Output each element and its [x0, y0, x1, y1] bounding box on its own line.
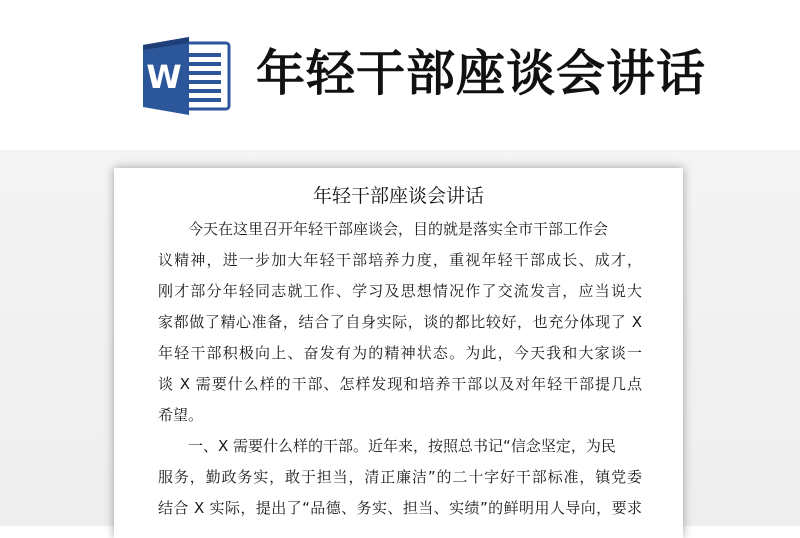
paragraph-line: 年轻干部积极向上、奋发有为的精神状态。为此，今天我和大家谈一	[158, 344, 642, 362]
logo-letter: W	[146, 58, 182, 96]
document-title: 年轻干部座谈会讲话	[312, 185, 484, 207]
paragraph-line: 家都做了精心准备，结合了自身实际，谈的都比较好，也充分体现了 X	[158, 313, 642, 331]
paragraph-line: 谈 X 需要什么样的干部、怎样发现和培养干部以及对年轻干部提几点	[158, 375, 642, 393]
document-page	[114, 168, 683, 538]
banner-header	[0, 0, 800, 150]
paragraph-line: 刚才部分年轻同志就工作、学习及思想情况作了交流发言，应当说大	[158, 282, 642, 300]
paragraph-line: 希望。	[158, 406, 204, 424]
banner-title: 年轻干部座谈会讲话	[256, 45, 707, 102]
paragraph-line: 服务，勤政务实，敢于担当，清正廉洁”的二十字好干部标准，镇党委	[158, 468, 642, 486]
paragraph-line: 一、X 需要什么样的干部。近年来，按照总书记“信念坚定，为民	[188, 437, 616, 455]
paragraph-line: 今天在这里召开年轻干部座谈会，目的就是落实全市干部工作会	[188, 220, 609, 238]
word-logo-icon	[143, 37, 231, 115]
paragraph-line: 结合 X 实际，提出了“品德、务实、担当、实绩”的鲜明用人导向，要求	[158, 499, 642, 517]
paragraph-line: 议精神，进一步加大年轻干部培养力度，重视年轻干部成长、成才，	[158, 251, 642, 269]
